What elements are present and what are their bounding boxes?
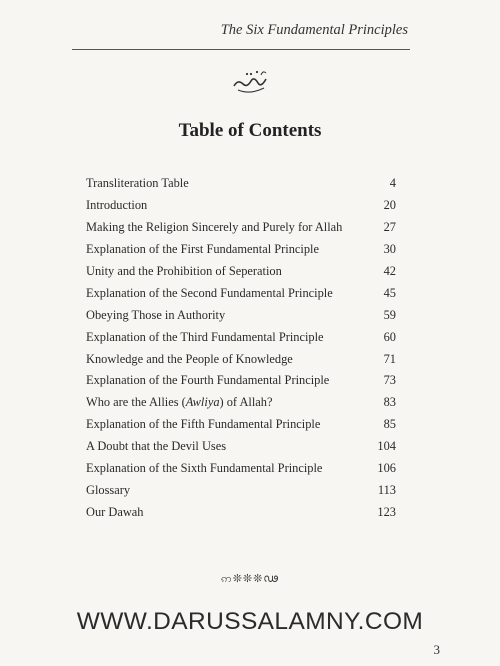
toc-entry-page: 59 [383, 307, 396, 322]
toc-entry [86, 330, 396, 352]
toc-entry-title-italic: Awliya [185, 395, 220, 410]
toc-entry [86, 461, 396, 483]
toc-entry [86, 176, 396, 198]
toc-entry-page: 113 [377, 483, 396, 498]
decorative-ornament: ဢ❊❊❊ഢ [220, 573, 280, 585]
arabic-calligraphy-ornament [0, 66, 500, 101]
toc-entry [86, 264, 396, 286]
running-head: The Six Fundamental Principles [220, 22, 408, 38]
toc-entry-page: 85 [383, 417, 396, 432]
toc-entry [86, 505, 396, 527]
toc-entry [86, 286, 396, 308]
toc-entry-title: Explanation of the First Fundamental Principle [86, 241, 319, 256]
toc-entry-title: Introduction [86, 197, 148, 212]
toc-entry [86, 198, 396, 220]
toc-entry-page: 83 [383, 395, 396, 410]
toc-entry-title: Explanation of the Sixth Fundamental Principle [86, 461, 323, 476]
toc-entry [86, 439, 396, 461]
toc-entry [86, 373, 396, 395]
toc-entry-title: Obeying Those in Authority [86, 307, 226, 322]
toc-entry-page: 45 [383, 285, 396, 300]
toc-entry-title: Explanation of the Fifth Fundamental Principle [86, 417, 321, 432]
toc-entry-page: 27 [383, 219, 396, 234]
toc-entry-title: Making the Religion Sincerely and Purely for Allah [86, 219, 343, 234]
toc-entry-title: Knowledge and the People of Knowledge [86, 351, 293, 366]
toc-entry-page: 4 [389, 176, 396, 190]
toc-entry-page: 71 [383, 351, 396, 366]
toc-entry [86, 417, 396, 439]
toc-entry-title: A Doubt that the Devil Uses [86, 439, 227, 454]
toc-entry-title: Explanation of the Third Fundamental Principle [86, 329, 324, 344]
toc-entry [86, 483, 396, 505]
header-rule [72, 49, 410, 50]
toc-entry-page: 30 [383, 241, 396, 256]
toc-entry-title-suffix: ) of Allah? [219, 395, 273, 410]
page-number: 3 [433, 642, 440, 657]
toc-entry-title: Unity and the Prohibition of Seperation [86, 263, 282, 278]
watermark: WWW.DARUSSALAMNY.COM [76, 608, 424, 635]
toc-entry-title: Transliteration Table [86, 176, 189, 190]
toc-entry-page: 106 [377, 461, 396, 476]
toc-entry-title: Explanation of the Fourth Fundamental Principle [86, 373, 330, 388]
toc-entry-page: 42 [383, 263, 396, 278]
table-of-contents [86, 176, 396, 527]
page-title: Table of Contents [178, 120, 322, 141]
toc-entry-title [86, 395, 273, 410]
toc-entry-page: 123 [377, 505, 396, 520]
toc-entry-title: Glossary [86, 483, 131, 498]
toc-entry [86, 308, 396, 330]
toc-entry-title: Explanation of the Second Fundamental Principle [86, 285, 333, 300]
toc-entry-page: 73 [383, 373, 396, 388]
calligraphy-icon [228, 66, 272, 96]
toc-entry-page: 20 [383, 197, 396, 212]
toc-entry [86, 395, 396, 417]
toc-entry-page: 104 [377, 439, 396, 454]
toc-entry [86, 242, 396, 264]
toc-entry-title: Our Dawah [86, 505, 144, 520]
toc-entry-page: 60 [383, 329, 396, 344]
toc-entry [86, 220, 396, 242]
toc-entry-title-prefix: Who are the Allies ( [86, 395, 186, 410]
toc-entry [86, 352, 396, 374]
